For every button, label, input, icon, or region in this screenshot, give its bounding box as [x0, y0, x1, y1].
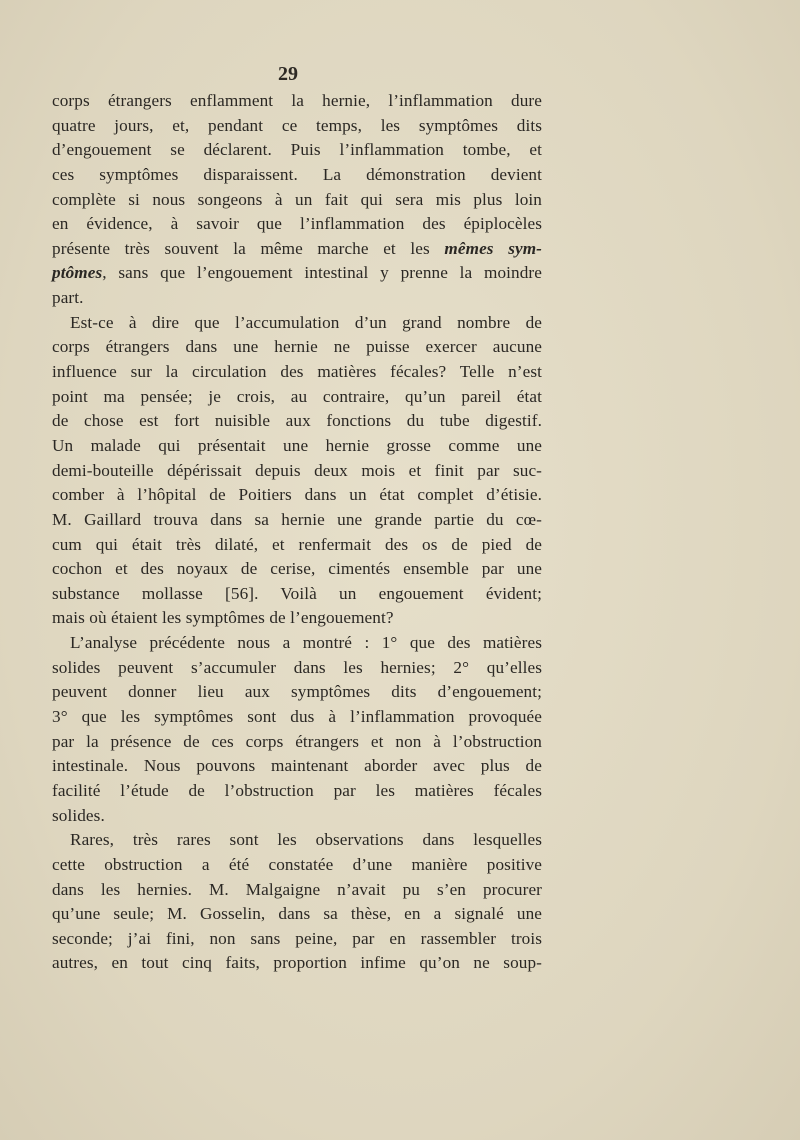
page-number: 29 — [278, 63, 298, 85]
text-line: cette obstruction a été constatée d’une manière positive — [52, 854, 542, 874]
text-line: d’engouement se déclarent. Puis l’inflammation tombe, et — [52, 140, 542, 160]
italic-emphasis: mêmes sym- — [444, 238, 542, 258]
text-line: en évidence, à savoir que l’inflammation des épiplocèles — [52, 214, 542, 234]
text-line-paragraph-end: solides. — [52, 805, 105, 825]
text-line: Un malade qui présentait une hernie grosse comme une — [52, 435, 542, 455]
text-line: cum qui était très dilaté, et renfermait des os de pied de — [52, 534, 542, 554]
text-line: autres, en tout cinq faits, proportion infime qu’on ne soup- — [52, 953, 542, 973]
text-line: corps étrangers dans une hernie ne puisse exercer aucune — [52, 337, 542, 357]
text-line: peuvent donner lieu aux symptômes dits d’engouement; — [52, 682, 542, 702]
text-line: influence sur la circulation des matières fécales? Telle n’est — [52, 362, 542, 382]
text-line: complète si nous songeons à un fait qui sera mis plus loin — [52, 189, 542, 209]
text-line: corps étrangers enflamment la hernie, l’inflammation dure — [52, 91, 542, 110]
text-line: par la présence de ces corps étrangers et non à l’obstruction — [52, 731, 542, 751]
text-line-with-italic: présente très souvent la même marche et les mêmes sym- — [52, 238, 542, 258]
text-line-paragraph-start: Est-ce à dire que l’accumulation d’un grand nombre de — [70, 312, 542, 332]
text-line: M. Gaillard trouva dans sa hernie une grande partie du cœ- — [52, 509, 542, 529]
text-line: ces symptômes disparaissent. La démonstration devient — [52, 164, 542, 184]
text-line: quatre jours, et, pendant ce temps, les symptômes dits — [52, 115, 542, 135]
body-text — [52, 89, 542, 976]
text-line-with-italic: ptômes, sans que l’engouement intestinal y prenne la moindre — [52, 263, 542, 283]
text-line-paragraph-end: mais où étaient les symptômes de l’engouement? — [52, 608, 394, 628]
text-line: solides peuvent s’accumuler dans les hernies; 2° qu’elles — [52, 657, 542, 677]
text-line-paragraph-start: L’analyse précédente nous a montré : 1° que des matières — [70, 633, 542, 653]
text-line: comber à l’hôpital de Poitiers dans un état complet d’étisie. — [52, 485, 542, 505]
text-line: intestinale. Nous pouvons maintenant aborder avec plus de — [52, 756, 542, 776]
italic-emphasis: ptômes — [52, 263, 103, 283]
text-line: qu’une seule; M. Gosselin, dans sa thèse, en a signalé une — [52, 904, 542, 924]
text-line: demi-bouteille dépérissait depuis deux mois et finit par suc- — [52, 460, 542, 480]
text-line: de chose est fort nuisible aux fonctions du tube digestif. — [52, 411, 542, 431]
text-line: cochon et des noyaux de cerise, cimentés ensemble par une — [52, 559, 542, 579]
text-line-paragraph-start: Rares, très rares sont les observations dans lesquelles — [70, 830, 542, 850]
text-line: substance mollasse [56]. Voilà un engouement évident; — [52, 583, 542, 603]
text-line-paragraph-end: part. — [52, 288, 84, 308]
text-line: dans les hernies. M. Malgaigne n’avait pu s’en procurer — [52, 879, 542, 899]
text-line: facilité l’étude de l’obstruction par les matières fécales — [52, 780, 542, 800]
text-line: point ma pensée; je crois, au contraire, qu’un pareil état — [52, 386, 542, 406]
text-line: seconde; j’ai fini, non sans peine, par en rassembler trois — [52, 928, 542, 948]
text-line: 3° que les symptômes sont dus à l’inflammation provoquée — [52, 707, 542, 727]
